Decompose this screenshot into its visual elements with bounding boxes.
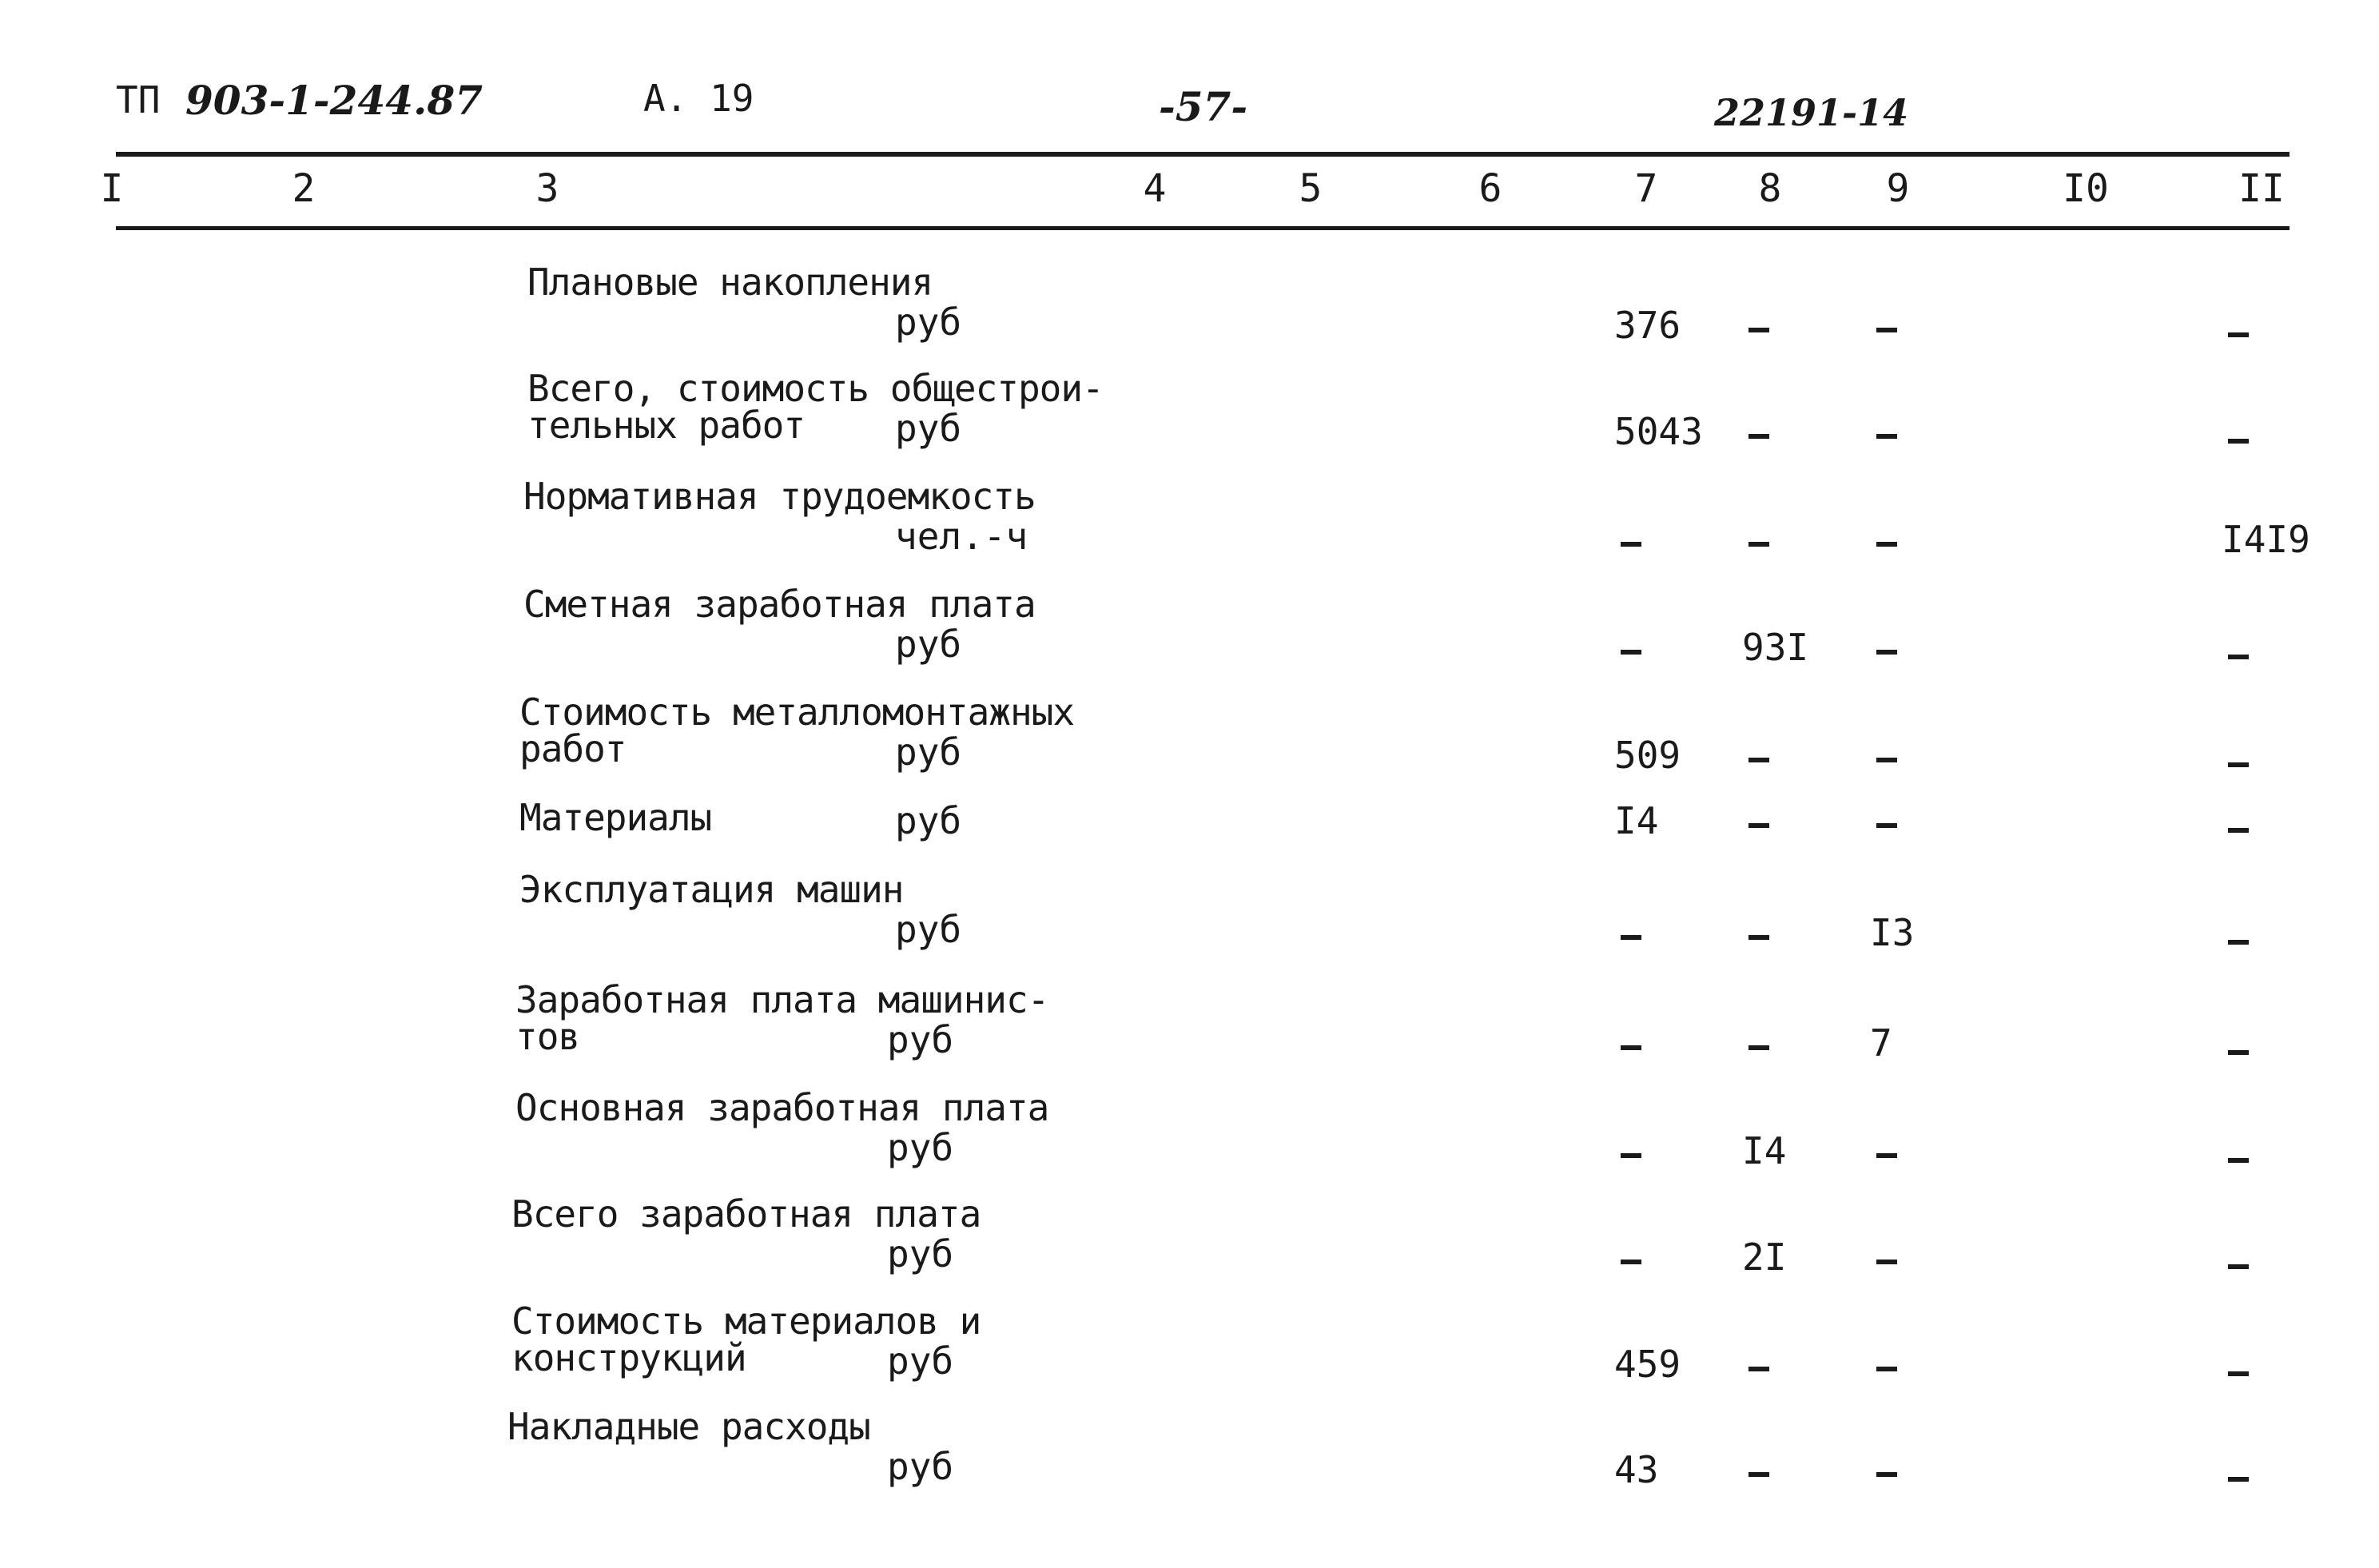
inventory-number: 22191-14 <box>1714 91 1909 134</box>
row-9-col8: I4 <box>1742 1129 1787 1172</box>
page-number: -57- <box>1159 83 1248 130</box>
row-12-col11-dash <box>2228 1477 2249 1482</box>
row-3-col7-dash <box>1621 542 1641 547</box>
row-6-col11-dash <box>2228 828 2249 833</box>
row-5-col11-dash <box>2228 762 2249 767</box>
row-9-unit: руб <box>887 1126 954 1169</box>
row-12-col7: 43 <box>1614 1448 1659 1491</box>
row-11-unit: руб <box>887 1339 954 1383</box>
column-number-2: 2 <box>292 166 316 211</box>
row-3-col8-dash <box>1748 542 1769 547</box>
row-10-label: Всего заработная плата <box>511 1192 981 1236</box>
row-10-col9-dash <box>1876 1260 1897 1264</box>
row-1-col11-dash <box>2228 332 2249 337</box>
row-8-col11-dash <box>2228 1050 2249 1055</box>
row-6-col7: I4 <box>1614 799 1659 842</box>
row-7-col11-dash <box>2228 940 2249 945</box>
row-7-col9: I3 <box>1870 911 1915 954</box>
row-4-col11-dash <box>2228 655 2249 659</box>
row-3-unit: чел.-ч <box>895 515 1028 558</box>
row-2-label-cont: тельных работ <box>527 404 806 447</box>
row-5-label-cont: работ <box>519 727 627 770</box>
column-number-10: I0 <box>2063 166 2109 211</box>
row-4-col8: 93I <box>1742 626 1809 669</box>
column-number-4: 4 <box>1143 166 1167 211</box>
row-3-col9-dash <box>1876 542 1897 547</box>
row-4-label: Сметная заработная плата <box>523 583 1036 626</box>
row-2-col7: 5043 <box>1614 410 1703 453</box>
row-9-label: Основная заработная плата <box>515 1086 1049 1129</box>
row-7-col8-dash <box>1748 935 1769 940</box>
row-3-label: Нормативная трудоемкость <box>523 475 1036 518</box>
row-8-label: Заработная плата машинис- <box>515 978 1049 1021</box>
row-7-col7-dash <box>1621 935 1641 940</box>
row-8-col8-dash <box>1748 1045 1769 1050</box>
row-10-col11-dash <box>2228 1264 2249 1269</box>
row-1-col8-dash <box>1748 328 1769 332</box>
row-8-col9: 7 <box>1870 1021 1892 1065</box>
row-6-col9-dash <box>1876 823 1897 828</box>
row-12-unit: руб <box>887 1445 954 1488</box>
column-number-1: I <box>100 166 124 211</box>
row-5-unit: руб <box>895 730 962 774</box>
row-12-col8-dash <box>1748 1472 1769 1477</box>
column-number-9: 9 <box>1886 166 1910 211</box>
row-4-col9-dash <box>1876 650 1897 655</box>
column-number-7: 7 <box>1634 166 1658 211</box>
row-2-col11-dash <box>2228 439 2249 444</box>
row-11-col9-dash <box>1876 1367 1897 1371</box>
row-10-unit: руб <box>887 1232 954 1275</box>
row-8-label-cont: тов <box>515 1015 580 1058</box>
row-5-col9-dash <box>1876 758 1897 762</box>
row-11-col7: 459 <box>1614 1343 1681 1386</box>
row-7-label: Эксплуатация машин <box>519 868 904 911</box>
row-6-col8-dash <box>1748 823 1769 828</box>
row-2-label: Всего, стоимость общестрои- <box>527 367 1104 410</box>
column-number-5: 5 <box>1299 166 1323 211</box>
column-number-8: 8 <box>1758 166 1782 211</box>
row-1-col9-dash <box>1876 328 1897 332</box>
row-6-label: Материалы <box>519 796 712 839</box>
column-number-3: 3 <box>535 166 559 211</box>
column-number-11: II <box>2238 166 2285 211</box>
row-1-label: Плановые накопления <box>527 261 933 304</box>
row-7-unit: руб <box>895 908 962 951</box>
row-2-col9-dash <box>1876 434 1897 439</box>
album-label: А. 19 <box>643 77 754 120</box>
column-number-6: 6 <box>1478 166 1502 211</box>
row-1-unit: руб <box>895 300 962 344</box>
row-4-unit: руб <box>895 623 962 666</box>
header-rule-bottom <box>116 226 2289 230</box>
doc-number: 903-1-244.87 <box>185 77 483 124</box>
header-rule-top <box>116 152 2289 157</box>
row-11-label: Стоимость материалов и <box>511 1299 981 1343</box>
row-9-col7-dash <box>1621 1153 1641 1158</box>
row-9-col11-dash <box>2228 1158 2249 1163</box>
row-8-unit: руб <box>887 1018 954 1061</box>
row-6-unit: руб <box>895 799 962 842</box>
row-5-label: Стоимость металломонтажных <box>519 690 1075 734</box>
row-10-col7-dash <box>1621 1260 1641 1264</box>
row-5-col7: 509 <box>1614 734 1681 777</box>
row-8-col7-dash <box>1621 1045 1641 1050</box>
row-5-col8-dash <box>1748 758 1769 762</box>
row-3-col11: I4I9 <box>2222 518 2310 561</box>
row-12-col9-dash <box>1876 1472 1897 1477</box>
row-2-col8-dash <box>1748 434 1769 439</box>
row-11-label-cont: конструкций <box>511 1336 746 1379</box>
doc-prefix: ТП <box>116 78 161 121</box>
row-2-unit: руб <box>895 407 962 450</box>
row-12-label: Накладные расходы <box>507 1405 870 1448</box>
row-11-col11-dash <box>2228 1371 2249 1376</box>
row-11-col8-dash <box>1748 1367 1769 1371</box>
row-9-col9-dash <box>1876 1153 1897 1158</box>
row-10-col8: 2I <box>1742 1236 1787 1279</box>
row-4-col7-dash <box>1621 650 1641 655</box>
row-1-col7: 376 <box>1614 304 1681 347</box>
